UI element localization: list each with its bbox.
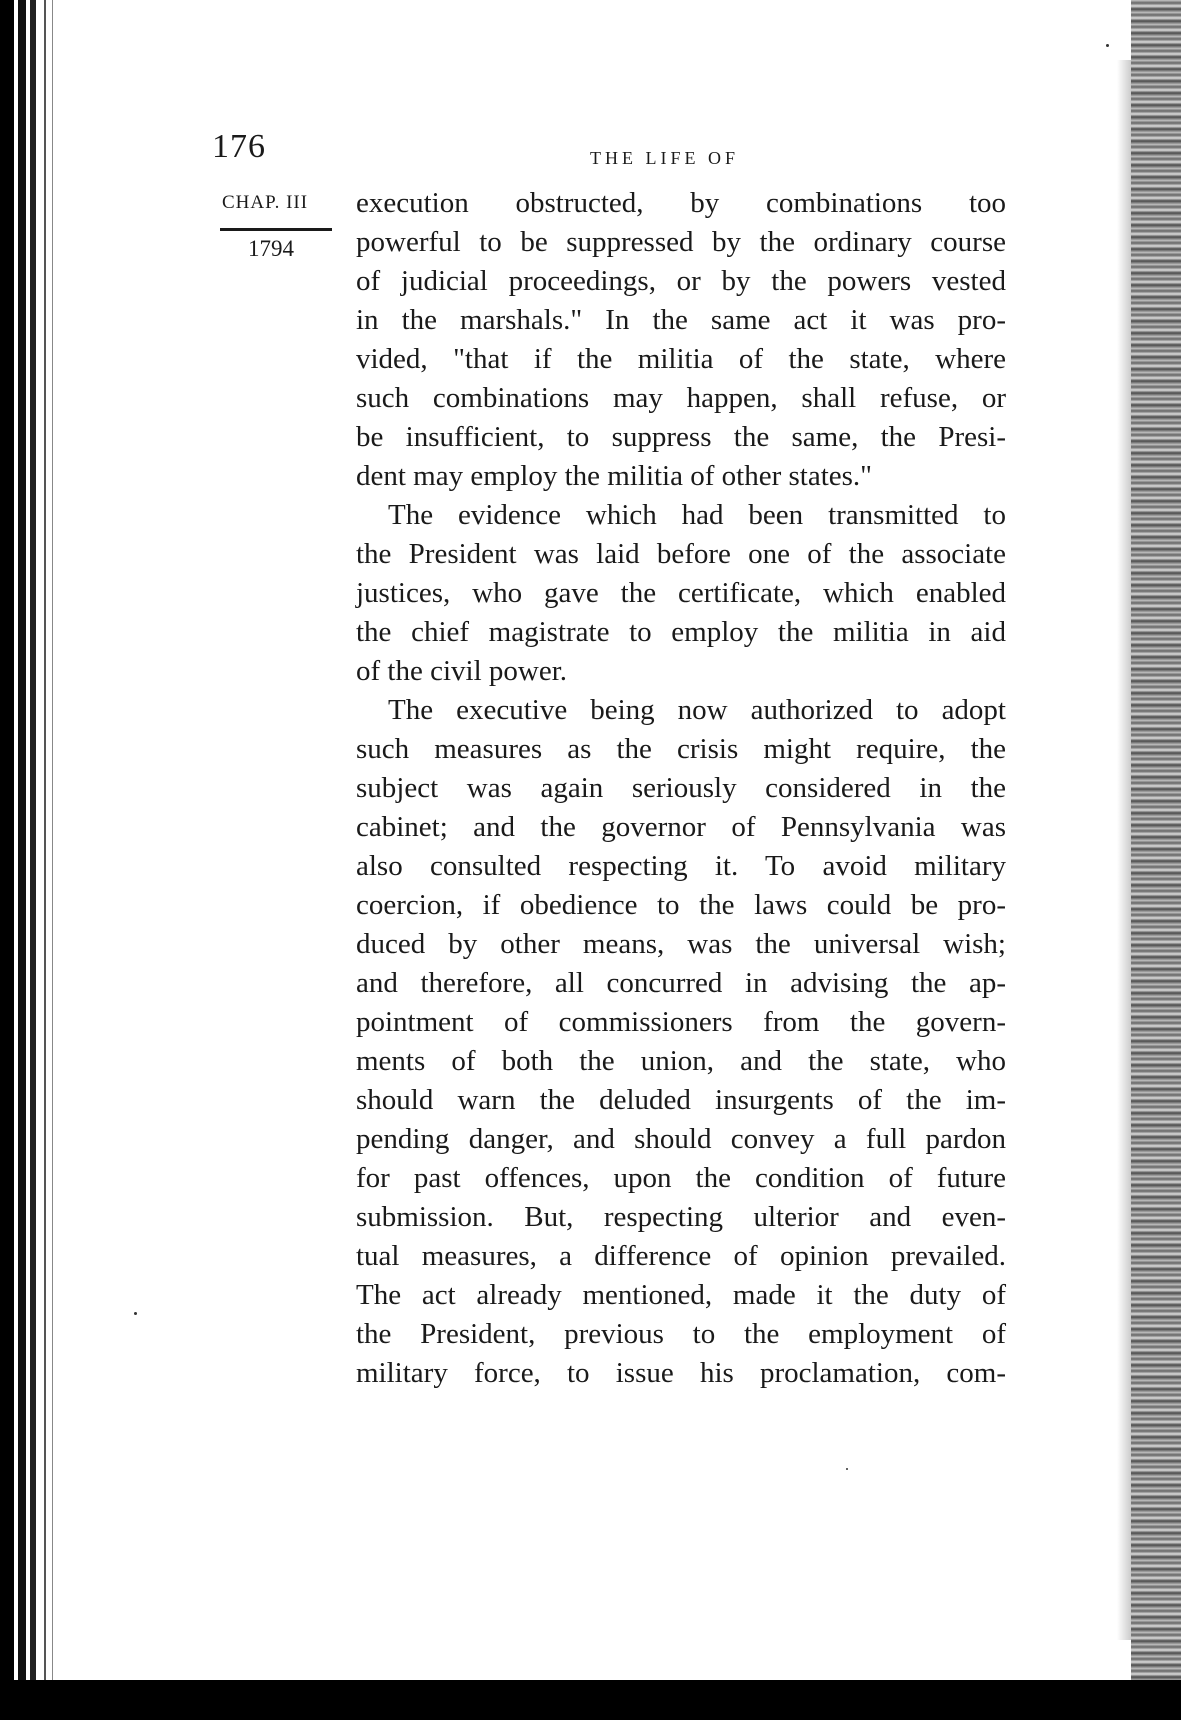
text-line: the President, previous to the employment of xyxy=(356,1318,1006,1350)
text-line: The evidence which had been transmitted to xyxy=(388,499,1006,531)
text-line: pointment of commissioners from the govern- xyxy=(356,1006,1006,1038)
scan-speck xyxy=(134,1312,137,1315)
text-line: dent may employ the militia of other states." xyxy=(356,460,872,492)
text-line: the President was laid before one of the associate xyxy=(356,538,1006,570)
paragraph-3 xyxy=(356,691,1006,1393)
text-line: ments of both the union, and the state, who xyxy=(356,1045,1006,1077)
text-line: coercion, if obedience to the laws could be pro- xyxy=(356,889,1006,921)
page-stack-edge xyxy=(1131,0,1181,1720)
text-line: submission. But, respecting ulterior and even- xyxy=(356,1201,1006,1233)
margin-rule xyxy=(220,228,332,231)
text-line: vided, "that if the militia of the state, where xyxy=(356,343,1006,375)
text-line: subject was again seriously considered in the xyxy=(356,772,1006,804)
text-line: of the civil power. xyxy=(356,655,568,687)
page-number: 176 xyxy=(212,128,266,165)
paragraph-2 xyxy=(356,496,1006,691)
margin-year: 1794 xyxy=(248,236,294,261)
text-line: pending danger, and should convey a full pardon xyxy=(356,1123,1006,1155)
text-line: powerful to be suppressed by the ordinary course xyxy=(356,226,1006,258)
text-line: be insufficient, to suppress the same, the Presi- xyxy=(356,421,1006,453)
text-line: The executive being now authorized to adopt xyxy=(388,694,1006,726)
text-line: such combinations may happen, shall refuse, or xyxy=(356,382,1006,414)
text-line: for past offences, upon the condition of future xyxy=(356,1162,1006,1194)
running-head: THE LIFE OF xyxy=(590,148,739,168)
text-line: The act already mentioned, made it the duty of xyxy=(356,1279,1006,1311)
body-text xyxy=(356,184,1006,1393)
text-line: also consulted respecting it. To avoid military xyxy=(356,850,1006,882)
text-line: justices, who gave the certificate, which enabled xyxy=(356,577,1006,609)
page-edge-shadow xyxy=(1117,60,1131,1640)
text-line: military force, to issue his proclamation, com- xyxy=(356,1357,1006,1389)
text-line: in the marshals." In the same act it was pro- xyxy=(356,304,1006,336)
text-line: duced by other means, was the universal wish; xyxy=(356,928,1006,960)
margin-chapter-label: CHAP. III xyxy=(222,192,309,213)
book-binding-edge xyxy=(0,0,60,1720)
paragraph-1 xyxy=(356,184,1006,496)
text-line: and therefore, all concurred in advising the ap- xyxy=(356,967,1006,999)
text-line: execution obstructed, by combinations too xyxy=(356,187,1006,219)
text-line: cabinet; and the governor of Pennsylvania was xyxy=(356,811,1006,843)
text-line: such measures as the crisis might require, the xyxy=(356,733,1006,765)
scan-speck xyxy=(846,1468,848,1470)
text-line: of judicial proceedings, or by the powers vested xyxy=(356,265,1006,297)
text-line: the chief magistrate to employ the militia in aid xyxy=(356,616,1006,648)
scan-speck xyxy=(1106,44,1109,47)
scan-bottom-border xyxy=(0,1680,1181,1720)
text-line: tual measures, a difference of opinion prevailed. xyxy=(356,1240,1006,1272)
text-line: should warn the deluded insurgents of the im- xyxy=(356,1084,1006,1116)
